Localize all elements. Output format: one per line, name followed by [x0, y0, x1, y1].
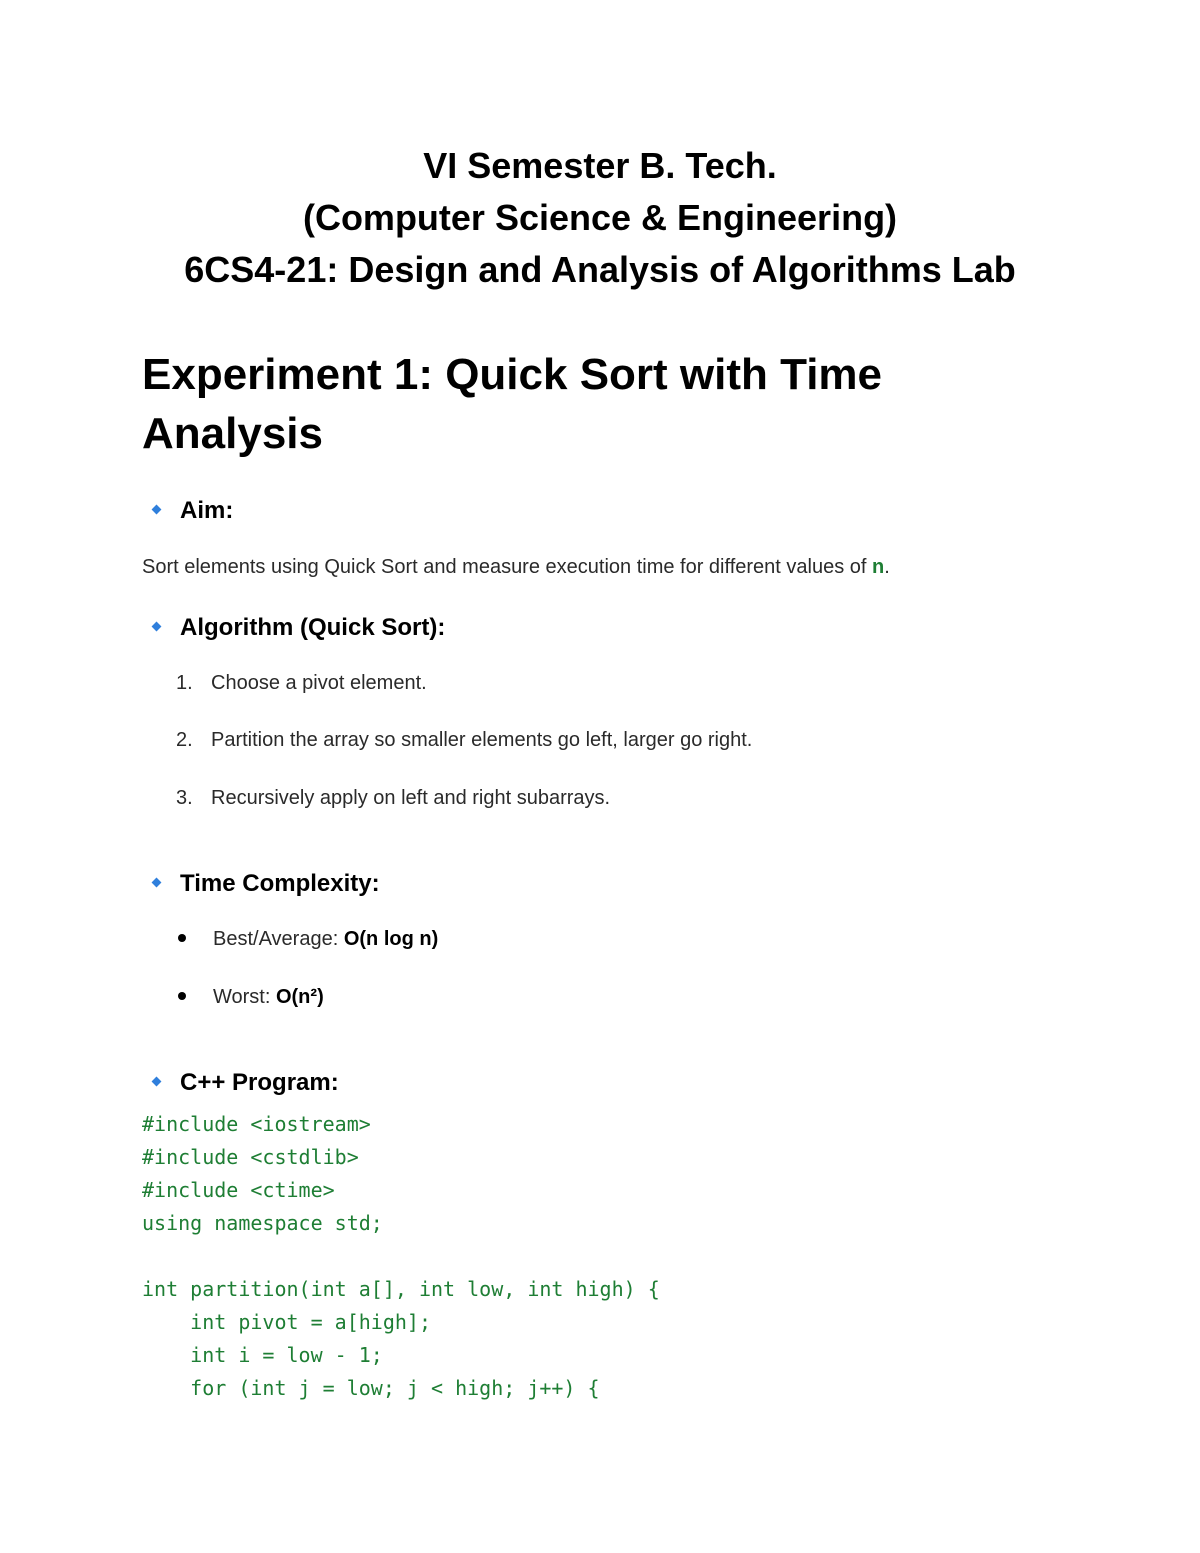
- diamond-bullet-icon: [152, 1077, 162, 1087]
- code-block: [142, 1108, 660, 1405]
- algorithm-heading-label: Algorithm (Quick Sort):: [180, 614, 446, 641]
- step-number: 2.: [176, 729, 193, 751]
- complexity-label: Best/Average:: [213, 928, 344, 950]
- code-line: [142, 1240, 660, 1273]
- algorithm-step: [176, 785, 610, 811]
- code-line: #include <ctime>: [142, 1178, 335, 1202]
- complexity-value: O(n²): [275, 986, 324, 1008]
- code-line: int i = low - 1;: [142, 1343, 383, 1367]
- complexity-value: O(n log n): [343, 928, 439, 950]
- aim-text-body: Sort elements using Quick Sort and measure execution time for different values of: [142, 556, 872, 578]
- bullet-dot-icon: [178, 934, 186, 942]
- complexity-item: [176, 984, 324, 1010]
- step-text: Recursively apply on left and right subarrays.: [211, 787, 611, 809]
- step-text: Choose a pivot element.: [211, 672, 427, 694]
- aim-text-end: .: [884, 556, 890, 578]
- course-line: 6CS4-21: Design and Analysis of Algorithms Lab: [184, 249, 1016, 290]
- algorithm-step: [176, 727, 752, 753]
- program-heading-label: C++ Program:: [180, 1069, 339, 1096]
- diamond-bullet-icon: [152, 878, 162, 888]
- department-line: (Computer Science & Engineering): [302, 197, 898, 238]
- aim-text: [142, 554, 890, 580]
- aim-heading: [150, 496, 233, 526]
- document-title: [0, 140, 1200, 296]
- complexity-heading-label: Time Complexity:: [180, 870, 380, 897]
- aim-variable: n: [872, 556, 885, 578]
- semester-line: VI Semester B. Tech.: [423, 145, 777, 186]
- code-line: int pivot = a[high];: [142, 1310, 431, 1334]
- bullet-dot-icon: [178, 992, 186, 1000]
- step-text: Partition the array so smaller elements go left, larger go right.: [211, 729, 753, 751]
- program-heading: [150, 1068, 339, 1098]
- code-line: for (int j = low; j < high; j++) {: [142, 1376, 600, 1400]
- algorithm-step: [176, 670, 427, 696]
- code-line: #include <iostream>: [142, 1112, 371, 1136]
- complexity-heading: [150, 869, 380, 899]
- code-line: int partition(int a[], int low, int high) {: [142, 1277, 660, 1301]
- algorithm-heading: [150, 613, 445, 643]
- diamond-bullet-icon: [152, 505, 162, 515]
- experiment-heading: Experiment 1: Quick Sort with Time Analysis: [142, 350, 883, 458]
- code-line: using namespace std;: [142, 1211, 383, 1235]
- step-number: 3.: [176, 787, 193, 809]
- aim-heading-label: Aim:: [180, 497, 234, 524]
- code-line: #include <cstdlib>: [142, 1145, 359, 1169]
- complexity-label: Worst:: [213, 986, 276, 1008]
- diamond-bullet-icon: [152, 622, 162, 632]
- complexity-item: [176, 926, 438, 952]
- step-number: 1.: [176, 672, 193, 694]
